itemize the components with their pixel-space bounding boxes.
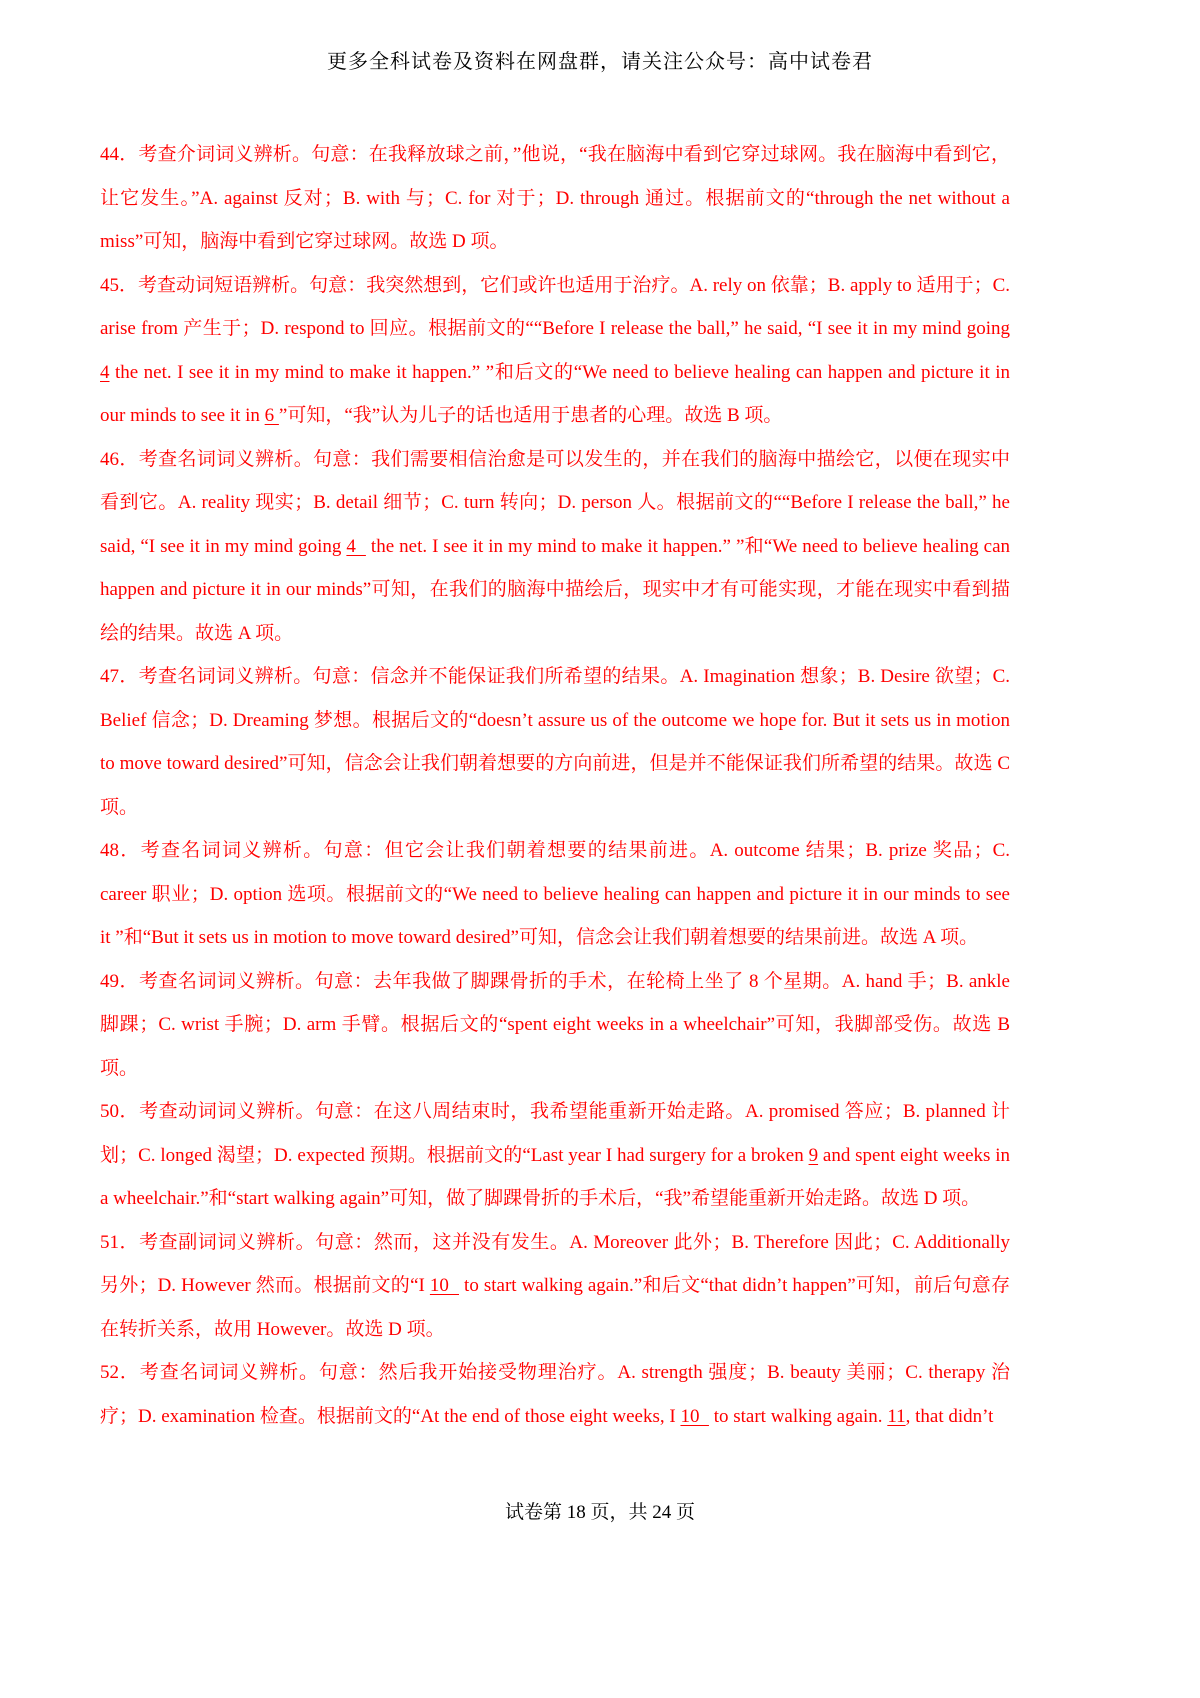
explanation-text: 51．考查副词词义辨析。句意：然而，这并没有发生。A. Moreover 此外；B. Therefore 因此；C. Additionally 另外；D. However 然而。根据前文的“I xyxy=(100,1231,1010,1296)
explanation-item-51 xyxy=(100,1221,1010,1352)
explanation-text: 46．考查名词词义辨析。句意：我们需要相信治愈是可以发生的，并在我们的脑海中描绘它，以便在现实中看到它。A. reality 现实；B. detail 细节；C. turn 转向；D. person 人。根据前文的““Before I release the ball,” he said, “I see it in my mind going xyxy=(100,448,1010,557)
answer-blank: 9 xyxy=(808,1144,819,1166)
explanation-text: 52．考查名词词义辨析。句意：然后我开始接受物理治疗。A. strength 强度；B. beauty 美丽；C. therapy 治疗；D. examination 检查。根据前文的“At the end of those eight weeks, I xyxy=(100,1362,1010,1427)
explanation-item-46 xyxy=(100,438,1010,656)
explanation-item-50 xyxy=(100,1090,1010,1221)
explanation-text: ”可知，“我”认为儿子的话也适用于患者的心理。故选 B 项。 xyxy=(278,405,783,426)
explanation-item-44 xyxy=(100,133,1010,264)
explanation-item-47 xyxy=(100,655,1010,829)
explanation-text: the net. I see it in my mind to make it happen.” ”和“We need to believe healing can happen and picture it in our minds”可知，在我们的脑海中描绘后，现实中才有可能实现，才能在现实中看到描绘的结果。故选 A 项。 xyxy=(100,535,1011,644)
explanation-item-52 xyxy=(100,1351,1010,1438)
explanation-text: to start walking again.”和后文“that didn’t happen”可知，前后句意存在转折关系，故用 However。故选 D 项。 xyxy=(100,1275,1011,1340)
explanation-text: the net. I see it in my mind to make it happen.” ”和后文的“We need to believe healing can happen and picture it in our minds to see it in xyxy=(100,361,1010,426)
answer-blank: 4 xyxy=(346,535,366,557)
answer-blank: 11 xyxy=(887,1405,906,1427)
answer-blank: 10 xyxy=(680,1405,709,1427)
answer-blank: 10 xyxy=(429,1275,459,1296)
page-footer-number: 试卷第 18 页，共 24 页 xyxy=(504,1502,695,1523)
explanation-text: 47．考查名词词义辨析。句意：信念并不能保证我们所希望的结果。A. Imagination 想象；B. Desire 欲望；C. Belief 信念；D. Dreaming 梦想。根据后文的“doesn’t assure us of the outcome we hope for. But it sets us in motion to move toward desired”可知，信念会让我们朝着想要的方向前进，但是并不能保证我们所希望的结果。故选 C 项。 xyxy=(100,666,1010,818)
answer-blank: 4 xyxy=(100,361,110,383)
explanation-item-45 xyxy=(100,264,1010,438)
page-header-notice: 更多全科试卷及资料在网盘群，请关注公众号：高中试卷君 xyxy=(327,51,873,73)
explanation-text: to start walking again. xyxy=(708,1405,888,1427)
answer-blank: 6 xyxy=(264,405,279,426)
answer-explanations xyxy=(100,133,1010,1438)
explanation-text: and spent eight weeks in a wheelchair.”和“start walking again”可知，做了脚踝骨折的手术后，“我”希望能重新开始走路。故选 D 项。 xyxy=(100,1144,1011,1209)
explanation-text: 44．考查介词词义辨析。句意：在我释放球之前，”他说，“我在脑海中看到它穿过球网。我在脑海中看到它，让它发生。”A. against 反对；B. with 与；C. for 对于；D. through 通过。根据前文的“through the net without a miss”可知，脑海中看到它穿过球网。故选 D 项。 xyxy=(100,144,1010,252)
explanation-text: 48．考查名词词义辨析。句意：但它会让我们朝着想要的结果前进。A. outcome 结果；B. prize 奖品；C. career 职业；D. option 选项。根据前文的“We need to believe healing can happen and picture it in our minds to see it ”和“But it sets us in motion to move toward desired”可知，信念会让我们朝着想要的结果前进。故选 A 项。 xyxy=(100,840,1010,948)
explanation-item-49 xyxy=(100,960,1010,1091)
explanation-text: 49．考查名词词义辨析。句意：去年我做了脚踝骨折的手术，在轮椅上坐了 8 个星期。A. hand 手；B. ankle 脚踝；C. wrist 手腕；D. arm 手臂。根据后文的“spent eight weeks in a wheelchair”可知，我脚部受伤。故选 B 项。 xyxy=(100,970,1010,1079)
explanation-text: 45．考查动词短语辨析。句意：我突然想到，它们或许也适用于治疗。A. rely on 依靠；B. apply to 适用于；C. arise from 产生于；D. respond to 回应。根据前文的““Before I release the ball,” he said, “I see it in my mind going xyxy=(100,274,1010,339)
explanation-item-48 xyxy=(100,829,1010,960)
explanation-text: , that didn’t xyxy=(905,1405,994,1427)
explanation-text: 50．考查动词词义辨析。句意：在这八周结束时，我希望能重新开始走路。A. promised 答应；B. planned 计划；C. longed 渴望；D. expected 预期。根据前文的“Last year I had surgery for a broken xyxy=(100,1101,1010,1166)
